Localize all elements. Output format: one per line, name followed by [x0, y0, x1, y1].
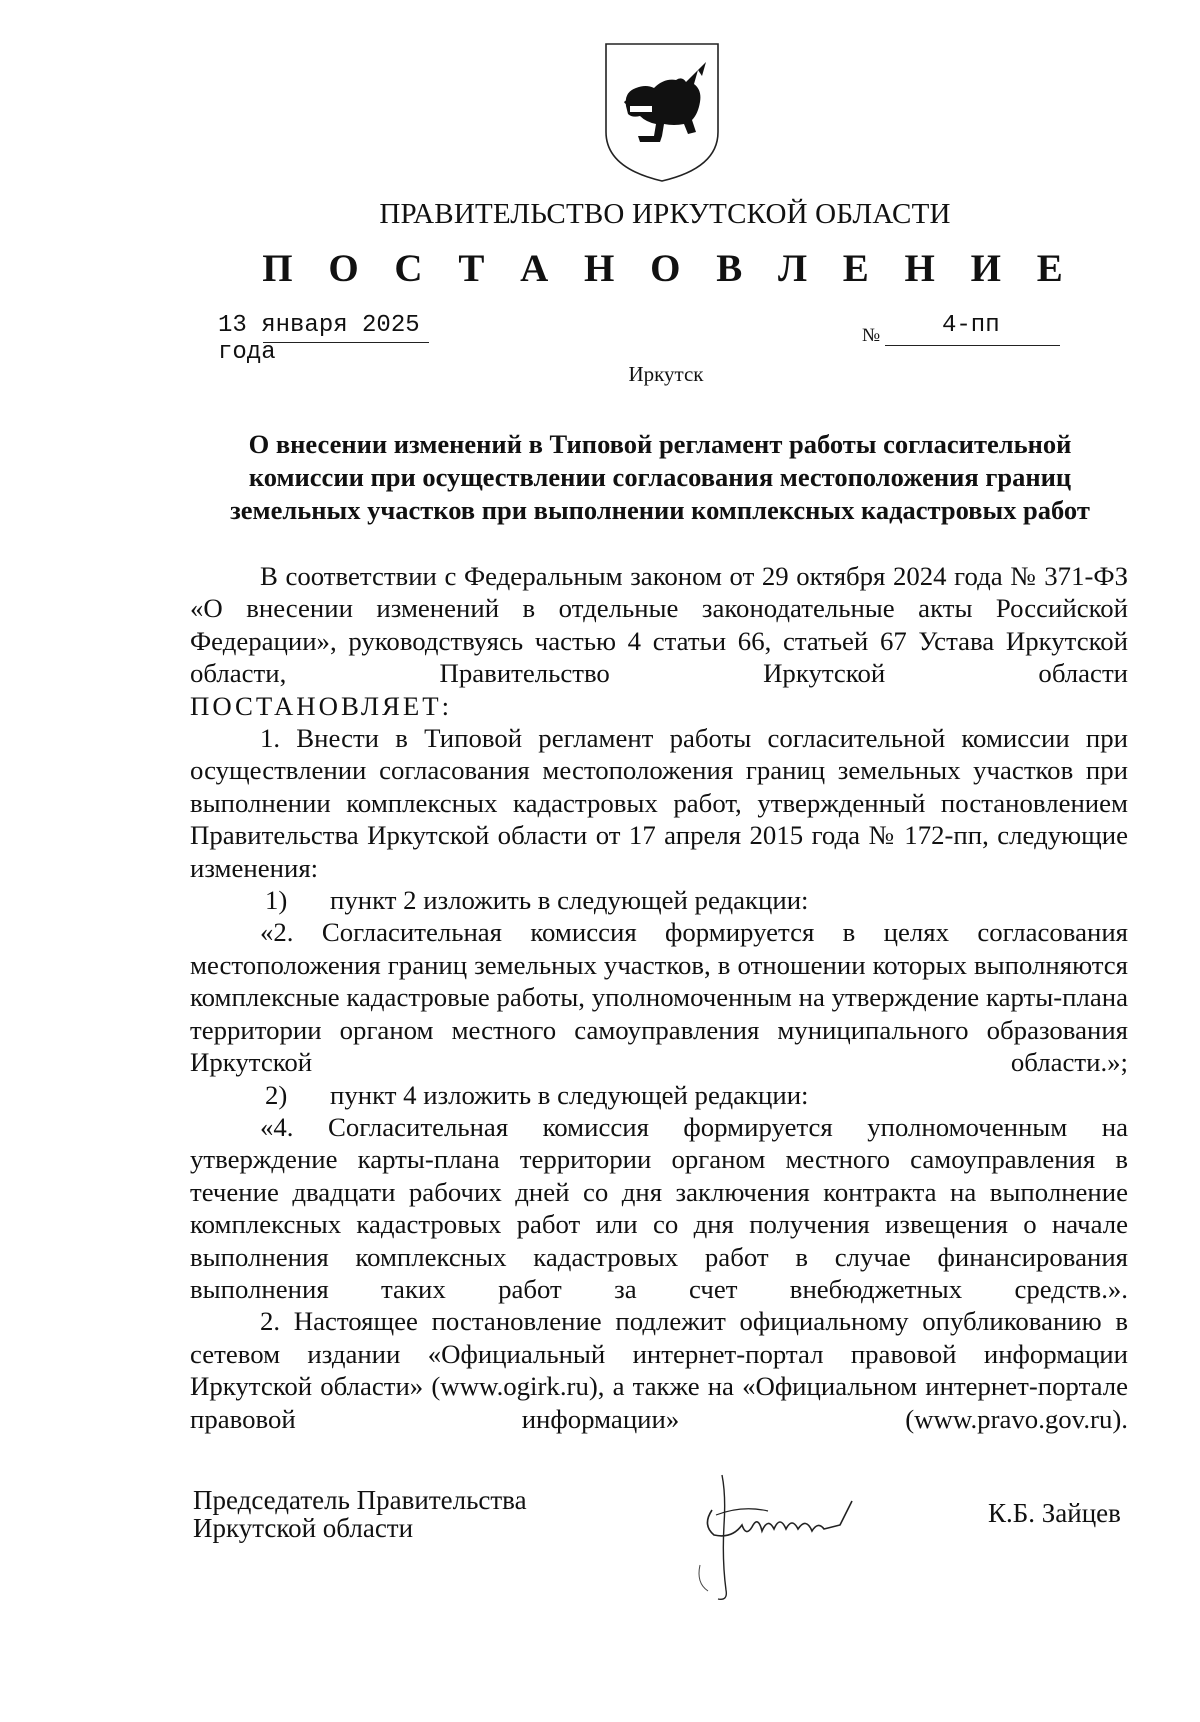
subitem-2 [190, 1079, 1128, 1111]
document-type-heading: П О С Т А Н О В Л Е Н И Е [262, 247, 1076, 290]
signatory-position [193, 1486, 527, 1542]
date-underline [263, 342, 429, 343]
quote-paragraph-1: «2. Согласительная комиссия формируется в целях согласования местоположения границ земельных участков, в отношении которых выполняются комплексные кадастровые работы, уполномоченным на утверждение карты-плана территории органом местного самоуправления муниципального образования Иркутской области.»; [190, 917, 1128, 1078]
number-underline [885, 345, 1060, 346]
signatory-position-line-2: Иркутской области [193, 1513, 414, 1543]
coat-of-arms-emblem [602, 40, 722, 185]
item-2-paragraph: 2. Настоящее постановление подлежит официальному опубликованию в сетевом издании «Официальный интернет-портал правовой информации Иркутской области» (www.ogirk.ru), а также на «Официальном интернет-портале правовой информации» (www.pravo.gov.ru). [190, 1306, 1128, 1434]
decree-title: О внесении изменений в Типовой регламент работы согласительной комиссии при осуществлении согласования местоположения границ земельных участков при выполнении комплексных кадастровых работ [230, 429, 1090, 525]
intro-paragraph: В соответствии с Федеральным законом от 29 октября 2024 года № 371-ФЗ «О внесении изменений в отдельные законодательные акты Российской Федерации», руководствуясь частью 4 статьи 66, статьей 67 Устава Иркутской области, Правительство Иркутской области [190, 561, 1128, 689]
signatory-position-line-1: Председатель Правительства [193, 1485, 527, 1515]
item-1-paragraph: 1. Внести в Типовой регламент работы согласительной комиссии при осуществлении согласования местоположения границ земельных участков при выполнении комплексных кадастровых работ, утвержденный постановлением Правительства Иркутской области от 17 апреля 2015 года № 172-пп, следующие изменения: [190, 723, 1128, 883]
subitem-1-text: пункт 2 изложить в следующей редакции: [330, 885, 809, 916]
signatory-name: К.Б. Зайцев [988, 1498, 1121, 1528]
quote-paragraph-2: «4. Согласительная комиссия формируется уполномоченным на утверждение карты-плана территории органом местного самоуправления в течение двадцати рабочих дней со дня заключения контракта на выполнение комплексных кадастровых работ или со дня получения извещения о начале выполнения комплексных кадастровых работ в случае финансирования выполнения таких работ за счет внебюджетных средств.». [190, 1111, 1128, 1304]
subitem-1-number: 1) [265, 885, 288, 916]
decree-body [190, 560, 1128, 1435]
government-name: ПРАВИТЕЛЬСТВО ИРКУТСКОЙ ОБЛАСТИ [379, 198, 951, 230]
decree-number: 4-пп [942, 312, 1000, 339]
city-name: Иркутск [628, 362, 704, 386]
resolves-word: ПОСТАНОВЛЯЕТ: [190, 690, 453, 721]
subitem-2-number: 2) [265, 1079, 288, 1110]
decree-date: 13 января 2025 года [218, 312, 420, 366]
subitem-2-text: пункт 4 изложить в следующей редакции: [330, 1079, 809, 1110]
number-sign: № [862, 325, 881, 346]
handwritten-signature [682, 1465, 942, 1605]
subitem-1 [190, 884, 1128, 916]
